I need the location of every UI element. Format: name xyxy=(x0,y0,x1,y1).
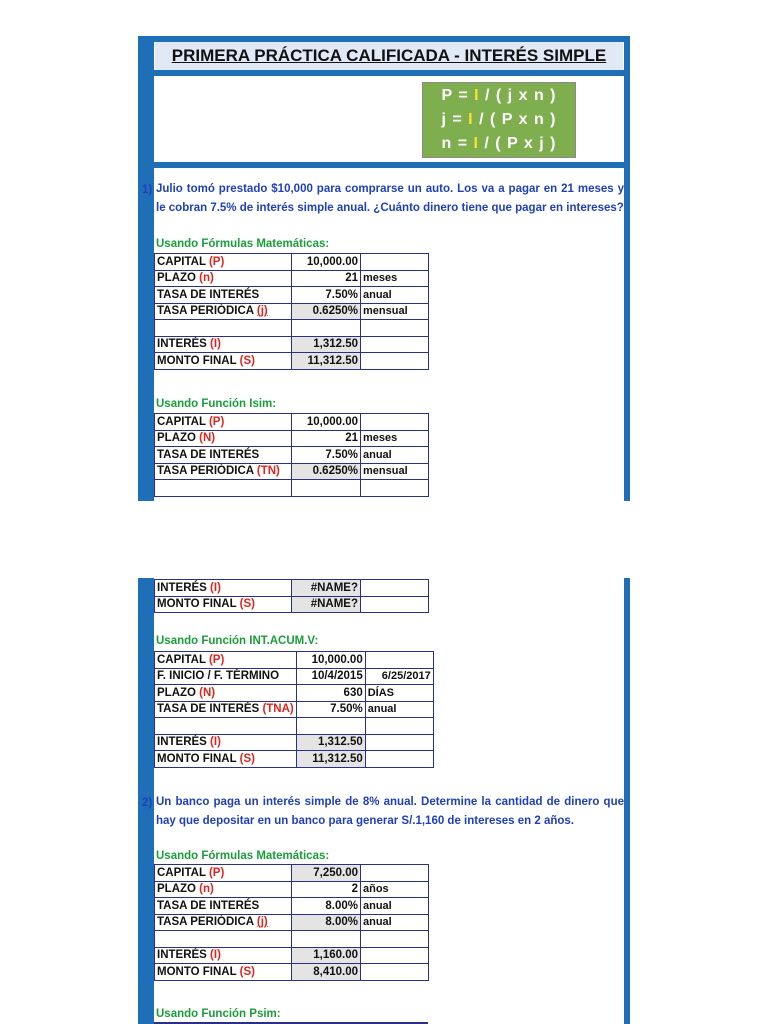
table-row xyxy=(155,718,434,735)
table-row: F. INICIO / F. TÉRMINO 10/4/2015 6/25/2017 xyxy=(155,668,434,685)
table-row: TASA PERIÓDICA (j) 8.00% anual xyxy=(155,914,429,931)
section-intacum: Usando Función INT.ACUM.V: xyxy=(156,635,319,647)
table-row: TASA DE INTERÉS (TNA) 7.50% anual xyxy=(155,701,434,718)
table-row: TASA DE INTERÉS 7.50% anual xyxy=(155,287,429,304)
section-psim: Usando Función Psim: xyxy=(156,1008,281,1020)
table-q1-intacum xyxy=(154,651,434,768)
table-row: MONTO FINAL (S) #NAME? xyxy=(155,596,429,613)
table-row: INTERÉS (I) 1,160.00 xyxy=(155,947,429,964)
table-q1-formulas xyxy=(154,253,429,370)
table-row xyxy=(155,931,429,948)
table-q2-formulas xyxy=(154,864,429,981)
table-row: CAPITAL (P) 10,000.00 xyxy=(155,414,429,431)
formula-line-n: n = I / ( P x j ) xyxy=(441,135,557,152)
table-q1-isim-top xyxy=(154,413,429,497)
section-isim: Usando Función Isim: xyxy=(156,398,277,410)
section-formulas-2: Usando Fórmulas Matemáticas: xyxy=(156,850,330,862)
formula-line-j: j = I / ( P x n ) xyxy=(441,111,557,128)
table-row: CAPITAL (P) 10,000.00 xyxy=(155,652,434,669)
formula-line-p: P = I / ( j x n ) xyxy=(441,87,557,104)
page-title xyxy=(155,42,623,70)
section-formulas-1: Usando Fórmulas Matemáticas: xyxy=(156,238,330,250)
table-row: MONTO FINAL (S) 11,312.50 xyxy=(155,751,434,768)
table-row: INTERÉS (I) 1,312.50 xyxy=(155,336,429,353)
table-row: TASA DE INTERÉS 8.00% anual xyxy=(155,898,429,915)
table-row xyxy=(155,480,429,497)
table-row: TASA PERIÓDICA (TN) 0.6250% mensual xyxy=(155,463,429,480)
table-q1-isim-bottom xyxy=(154,579,429,613)
table-row: INTERÉS (I) #NAME? xyxy=(155,580,429,597)
table-row: INTERÉS (I) 1,312.50 xyxy=(155,734,434,751)
table-row: CAPITAL (P) 7,250.00 xyxy=(155,865,429,882)
question-2-text: Un banco paga un interés simple de 8% anual. Determine la cantidad de dinero que hay que depositar en un banco para generar S/.1,160 de intereses en 2 años. xyxy=(156,796,624,827)
table-row: PLAZO (N) 630 DÍAS xyxy=(155,685,434,702)
table-row: MONTO FINAL (S) 8,410.00 xyxy=(155,964,429,981)
table-row: CAPITAL (P) 10,000.00 xyxy=(155,254,429,271)
table-row: PLAZO (n) 2 años xyxy=(155,881,429,898)
page-title-text: PRIMERA PRÁCTICA CALIFICADA - INTERÉS SIMPLE xyxy=(171,46,607,65)
table-row: TASA PERIÓDICA (j) 0.6250% mensual xyxy=(155,303,429,320)
table-row: TASA DE INTERÉS 7.50% anual xyxy=(155,447,429,464)
table-row: MONTO FINAL (S) 11,312.50 xyxy=(155,353,429,370)
table-row: PLAZO (N) 21 meses xyxy=(155,430,429,447)
table-row: PLAZO (n) 21 meses xyxy=(155,270,429,287)
table-row xyxy=(155,320,429,337)
page2-right-border xyxy=(624,578,630,1024)
question-1-number: 1) xyxy=(142,184,153,196)
question-1-text: Julio tomó prestado $10,000 para comprarse un auto. Los va a pagar en 21 meses y le cobran 7.5% de interés simple anual. ¿Cuánto dinero tiene que pagar en intereses? xyxy=(156,183,624,214)
page1-left-border xyxy=(138,36,154,501)
formula-divider xyxy=(154,162,624,168)
title-divider xyxy=(154,70,624,76)
question-2-number: 2) xyxy=(142,797,153,809)
formula-box xyxy=(422,82,576,158)
page1-right-border xyxy=(624,36,630,501)
